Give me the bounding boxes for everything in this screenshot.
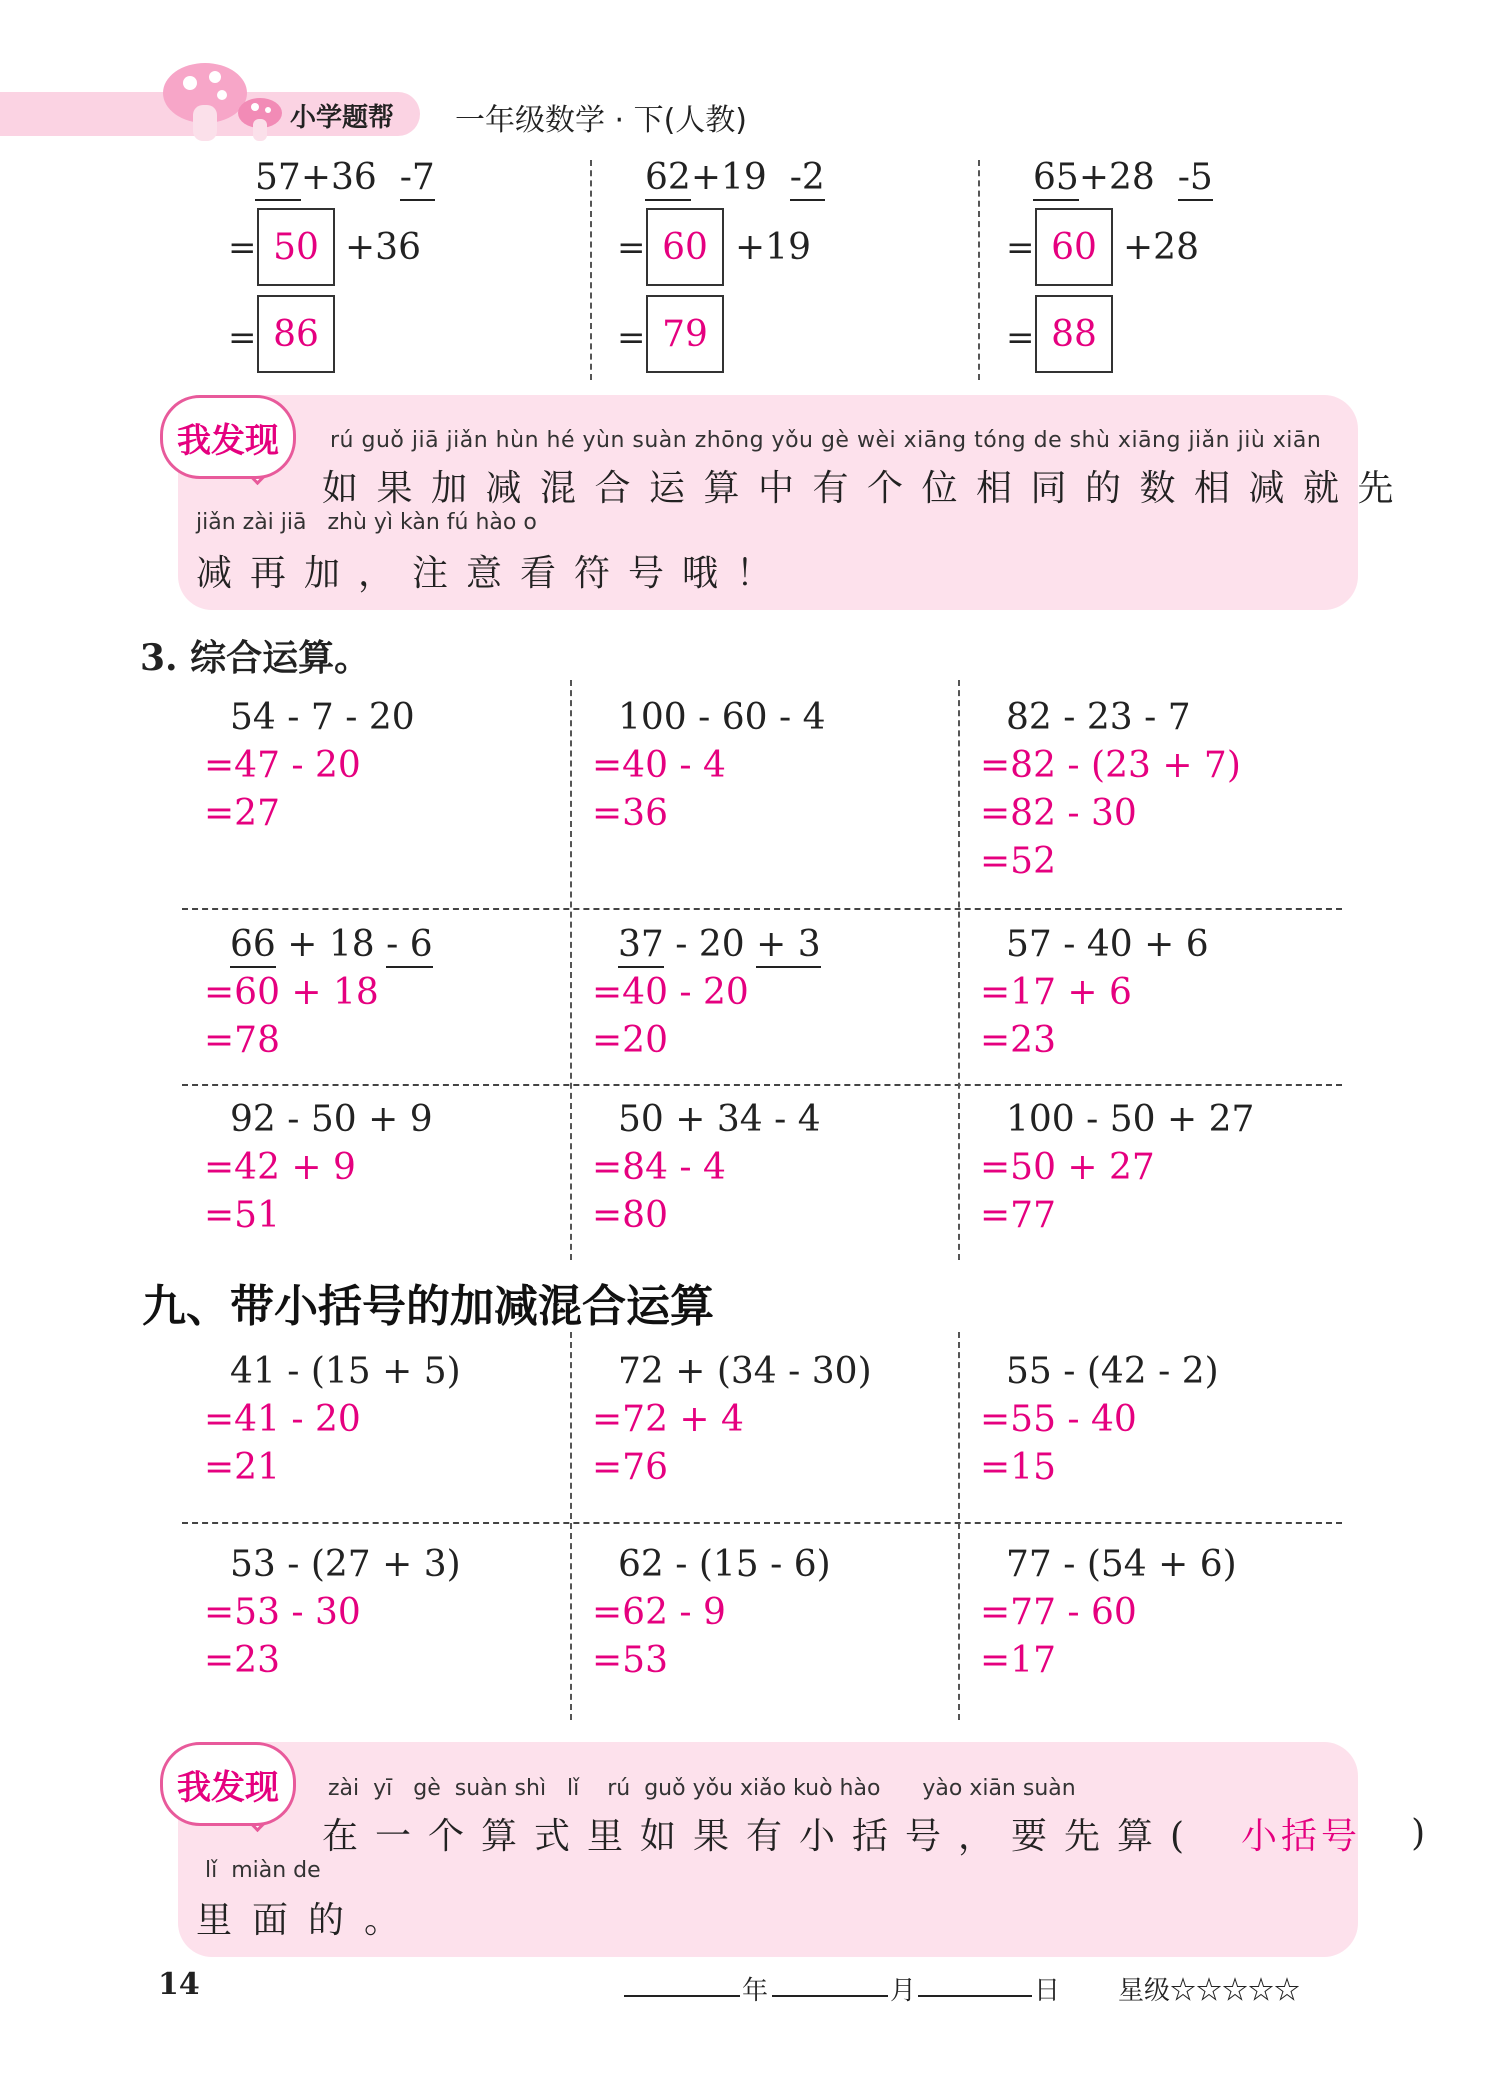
page-number: 14 bbox=[158, 1967, 200, 2002]
answer-step: =84 - 4 bbox=[592, 1147, 726, 1188]
answer-step: =51 bbox=[204, 1195, 280, 1236]
answer-text: 小括号 bbox=[1241, 1816, 1362, 1857]
answer-step: =82 - (23 + 7) bbox=[980, 745, 1241, 786]
answer-step: =47 - 20 bbox=[204, 745, 361, 786]
answer-step: =78 bbox=[204, 1020, 280, 1061]
column-divider bbox=[570, 680, 572, 1260]
answer-step: =62 - 9 bbox=[592, 1592, 726, 1633]
problem-expression: 57 - 40 + 6 bbox=[1006, 924, 1209, 965]
equals-sign: = bbox=[1006, 228, 1035, 268]
problem-expression: 37 - 20 + 3 bbox=[618, 925, 821, 965]
answer-step: =23 bbox=[980, 1020, 1056, 1061]
answer-step: =42 + 9 bbox=[204, 1147, 356, 1188]
problem-expression: 100 - 60 - 4 bbox=[618, 697, 826, 738]
expr-rest: +36 bbox=[345, 227, 421, 268]
answer-step: =55 - 40 bbox=[980, 1399, 1137, 1440]
answer-step: =17 bbox=[980, 1640, 1056, 1681]
pinyin-line: rú guǒ jiā jiǎn hùn hé yùn suàn zhōng yǒu gè wèi xiāng tóng de shù xiāng jiǎn jiù xiān bbox=[330, 428, 1322, 453]
date-line bbox=[772, 1995, 888, 1997]
day-label: 日 bbox=[1034, 1976, 1061, 2006]
problem-expression: 53 - (27 + 3) bbox=[230, 1544, 461, 1585]
date-line bbox=[624, 1995, 740, 1997]
answer-step: =40 - 20 bbox=[592, 972, 749, 1013]
problem-expression: 62 - (15 - 6) bbox=[618, 1544, 831, 1585]
discover-text: 如果加减混合运算中有个位相同的数相减就先 bbox=[322, 468, 1413, 509]
discover-sentence bbox=[322, 1808, 1425, 1859]
answer-step: =36 bbox=[592, 793, 668, 834]
answer-step: =53 bbox=[592, 1640, 668, 1681]
pinyin-line: zài yī gè suàn shì lǐ rú guǒ yǒu xiǎo kuò hào yào xiān suàn bbox=[328, 1776, 1076, 1801]
answer-step: =21 bbox=[204, 1447, 280, 1488]
answer-step: =82 - 30 bbox=[980, 793, 1137, 834]
equals-sign: = bbox=[617, 318, 646, 358]
close-paren: ) bbox=[1411, 1813, 1426, 1854]
divider bbox=[978, 160, 980, 380]
book-title: 一年级数学 · 下(人教) bbox=[455, 103, 748, 138]
equals-sign: = bbox=[617, 228, 646, 268]
pinyin-line: lǐ miàn de bbox=[205, 1858, 321, 1883]
answer-step: =41 - 20 bbox=[204, 1399, 361, 1440]
answer-step: =15 bbox=[980, 1447, 1056, 1488]
answer-step: =27 bbox=[204, 793, 280, 834]
section-title: 九、带小括号的加减混合运算 bbox=[142, 1281, 714, 1332]
discover-text: 减再加，注意看符号哦！ bbox=[196, 553, 791, 594]
answer-step: =80 bbox=[592, 1195, 668, 1236]
answer-step: =20 bbox=[592, 1020, 668, 1061]
answer-step: =72 + 4 bbox=[592, 1399, 744, 1440]
mushroom-icon bbox=[160, 55, 300, 145]
discover-text: 在一个算式里如果有小括号，要先算( bbox=[322, 1816, 1202, 1857]
answer-step: =50 + 27 bbox=[980, 1147, 1155, 1188]
problem-expression: 66 + 18 - 6 bbox=[230, 925, 433, 965]
answer-step: =77 - 60 bbox=[980, 1592, 1137, 1633]
answer-step: =40 - 4 bbox=[592, 745, 726, 786]
problem-expression: 54 - 7 - 20 bbox=[230, 697, 415, 738]
row-divider bbox=[182, 908, 1342, 910]
problem-expression: 100 - 50 + 27 bbox=[1006, 1099, 1255, 1140]
answer-box[interactable]: 50 bbox=[257, 208, 335, 286]
problem-expression: 77 - (54 + 6) bbox=[1006, 1544, 1237, 1585]
answer-box[interactable]: 88 bbox=[1035, 295, 1113, 373]
equals-sign: = bbox=[228, 318, 257, 358]
problem-expression: 50 + 34 - 4 bbox=[618, 1099, 821, 1140]
answer-box[interactable]: 60 bbox=[646, 208, 724, 286]
problem-expression: 82 - 23 - 7 bbox=[1006, 697, 1191, 738]
answer-step: =77 bbox=[980, 1195, 1056, 1236]
column-divider bbox=[958, 680, 960, 1260]
answer-step: =23 bbox=[204, 1640, 280, 1681]
column-divider bbox=[958, 1332, 960, 1720]
expr-rest: +28 bbox=[1123, 227, 1199, 268]
problem-expression: 41 - (15 + 5) bbox=[230, 1351, 461, 1392]
problem-expression: 55 - (42 - 2) bbox=[1006, 1351, 1219, 1392]
answer-step: =17 + 6 bbox=[980, 972, 1132, 1013]
answer-step: =53 - 30 bbox=[204, 1592, 361, 1633]
pinyin-line: jiǎn zài jiā zhù yì kàn fú hào o bbox=[196, 510, 537, 535]
discover-badge: 我发现 bbox=[160, 395, 296, 479]
equals-sign: = bbox=[1006, 318, 1035, 358]
date-line bbox=[918, 1995, 1032, 1997]
answer-box[interactable]: 79 bbox=[646, 295, 724, 373]
row-divider bbox=[182, 1522, 1342, 1524]
year-label: 年 bbox=[742, 1976, 769, 2006]
problem-expression: 92 - 50 + 9 bbox=[230, 1099, 433, 1140]
answer-step: =52 bbox=[980, 841, 1056, 882]
answer-box[interactable]: 86 bbox=[257, 295, 335, 373]
answer-step: =60 + 18 bbox=[204, 972, 379, 1013]
month-label: 月 bbox=[890, 1976, 917, 2006]
row-divider bbox=[182, 1084, 1342, 1086]
section-title: 3. 综合运算。 bbox=[140, 637, 371, 679]
equals-sign: = bbox=[228, 228, 257, 268]
discover-text: 里面的。 bbox=[196, 1900, 421, 1941]
answer-step: =76 bbox=[592, 1447, 668, 1488]
column-divider bbox=[570, 1332, 572, 1720]
expr-rest: +19 bbox=[735, 227, 811, 268]
answer-box[interactable]: 60 bbox=[1035, 208, 1113, 286]
problem-expression: 72 + (34 - 30) bbox=[618, 1351, 872, 1392]
star-rating: 星级☆☆☆☆☆ bbox=[1118, 1976, 1301, 2006]
brand-label: 小学题帮 bbox=[290, 103, 395, 133]
divider bbox=[590, 160, 592, 380]
discover-badge: 我发现 bbox=[160, 1742, 296, 1826]
